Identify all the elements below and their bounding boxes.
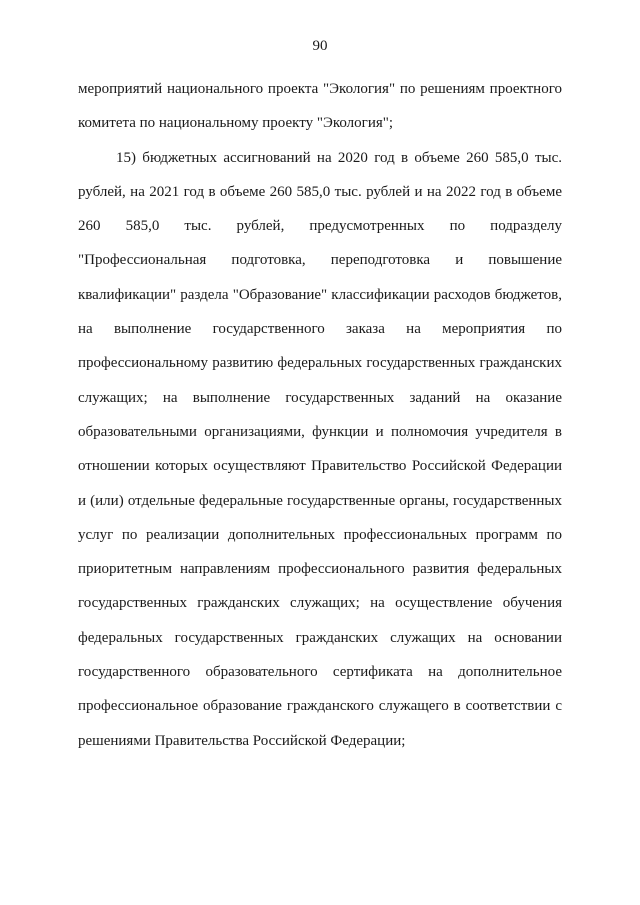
text-line: решениями Правительства Российской Федерации; [78,732,406,749]
text-line: профессиональное образование гражданского служащего в соответствии с [78,698,562,715]
text-line: 260 585,0 тыс. рублей, предусмотренных по подразделу [78,218,562,235]
body-text [78,72,562,758]
text-line: рублей, на 2021 год в объеме 260 585,0 тыс. рублей и на 2022 год в объеме [78,183,562,200]
text-line: "Профессиональная подготовка, переподготовка и повышение [78,252,562,269]
text-line: профессиональному развитию федеральных государственных гражданских [78,355,562,372]
text-line: федеральных государственных гражданских служащих на основании [78,629,562,646]
text-line: приоритетным направлениям профессионального развития федеральных [78,561,562,578]
text-line: служащих; на выполнение государственных заданий на оказание [78,389,562,406]
text-line: и (или) отдельные федеральные государственные органы, государственных [78,492,562,509]
text-line: образовательными организациями, функции и полномочия учредителя в [78,423,562,440]
text-line: государственных гражданских служащих; на осуществление обучения [78,595,562,612]
text-line: мероприятий национального проекта "Экология" по решениям проектного [78,81,562,97]
text-line: отношении которых осуществляют Правительство Российской Федерации [78,458,562,475]
text-line: услуг по реализации дополнительных профессиональных программ по [78,526,562,543]
text-line: комитета по национальному проекту "Экология"; [78,115,394,132]
text-line: государственного образовательного сертификата на дополнительное [78,664,562,681]
text-line: на выполнение государственного заказа на мероприятия по [78,321,562,338]
paragraph-start-line: 15) бюджетных ассигнований на 2020 год в объеме 260 585,0 тыс. [116,149,562,166]
text-line: квалификации" раздела "Образование" классификации расходов бюджетов, [78,286,562,303]
page-number: 90 [312,38,328,54]
